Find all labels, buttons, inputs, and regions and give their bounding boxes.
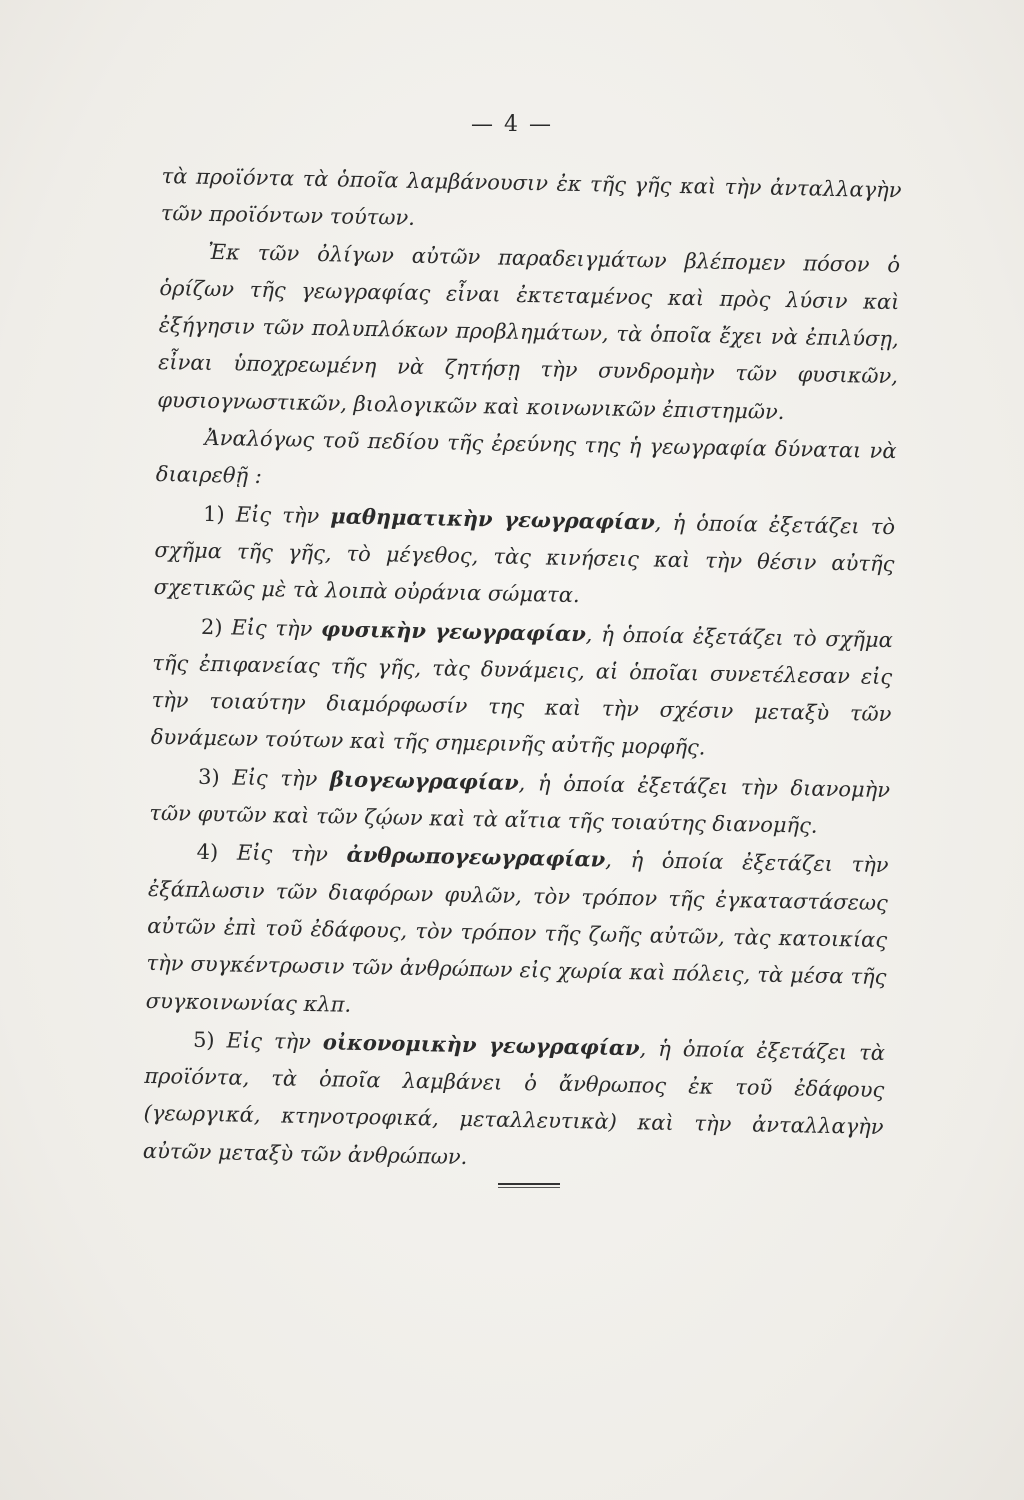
- paragraph-continuation: τὰ προϊόντα τὰ ὁποῖα λαμβάνουσιν ἐκ τῆς γῆς καὶ τὴν ἀνταλλαγὴν τῶν προϊόντων τούτων.: [160, 163, 902, 231]
- item-lead: Εἰς τὴν: [226, 1028, 312, 1054]
- item-term: ἀνθρωπογεωγραφίαν: [346, 842, 606, 872]
- item-description: , ἡ ὁποία ἐξετάζει τὴν ἐξάπλωσιν τῶν διαφόρων φυλῶν, τὸν τρόπον τῆς ἐγκαταστάσεως αὐτῶν ἐπὶ τοῦ ἐδάφους, τὸν τρόπον τῆς ζωῆς αὐτῶν, τὰς κατοικίας τὴν συγκέντρωσιν τῶν ἀνθρώπων εἰς χωρία καὶ πόλεις, τὰ μέσα τῆς συγκοινωνίας κλπ.: [145, 847, 889, 1017]
- item-description: , ἡ ὁποία ἐξετάζει τὰ προϊόντα, τὰ ὁποῖα λαμβάνει ὁ ἄνθρωπος ἐκ τοῦ ἐδάφους (γεωργικά, κτηνοτροφικά, μεταλλευτικὰ) καὶ τὴν ἀνταλλαγὴν αὐτῶν μεταξὺ τῶν ἀνθρώπων.: [142, 1036, 886, 1169]
- body-text: [143, 158, 902, 1184]
- list-item: [149, 757, 890, 847]
- item-number: 1): [202, 501, 225, 526]
- page-number: — 4 —: [471, 112, 553, 137]
- item-lead: Εἰς τὴν: [235, 502, 320, 528]
- item-description: , ἡ ὁποία ἐξετάζει τὸ σχῆμα τῆς γῆς, τὸ μέγεθος, τὰς κινήσεις καὶ τὴν θέσιν αὐτῆς σχετικῶς μὲ τὰ λοιπὰ οὐράνια σώματα.: [153, 510, 896, 608]
- item-term: φυσικὴν γεωγραφίαν: [320, 615, 587, 646]
- item-lead: Εἰς τὴν: [231, 614, 313, 641]
- list-item: [151, 606, 894, 770]
- item-number: 4): [196, 840, 219, 865]
- item-description: , ἡ ὁποία ἐξετάζει τὴν διανομὴν τῶν φυτῶν καὶ τῶν ζῴων καὶ τὰ αἴτια τῆς τοιαύτης διανομῆς.: [149, 770, 891, 838]
- item-number: 3): [197, 764, 220, 789]
- list-item: [145, 832, 888, 1034]
- paragraph-division: Ἀναλόγως τοῦ πεδίου τῆς ἐρεύνης της ἡ γεωγραφία δύναται νὰ διαιρεθῇ :: [155, 425, 897, 489]
- list-item: [153, 494, 895, 621]
- item-lead: Εἰς τὴν: [232, 765, 318, 791]
- item-term: βιογεωγραφίαν: [329, 766, 519, 795]
- item-number: 5): [192, 1027, 215, 1052]
- item-description: , ἡ ὁποία ἐξετάζει τὸ σχῆμα τῆς ἐπιφανείας τῆς γῆς, τὰς δυνάμεις, αἱ ὁποῖαι συνετέλεσαν εἰς τὴν τοιαύτην διαμόρφωσίν της καὶ τὴν σχέσιν μεταξὺ τῶν δυνάμεων τούτων καὶ τῆς σημερινῆς αὐτῆς μορφῆς.: [150, 621, 894, 760]
- end-rule: [498, 1183, 560, 1185]
- paragraph-examples: Ἐκ τῶν ὀλίγων αὐτῶν παραδειγμάτων βλέπομεν πόσον ὁ ὁρίζων τῆς γεωγραφίας εἶναι ἐκτεταμένος καὶ πρὸς λύσιν καὶ ἐξήγησιν τῶν πολυπλόκων προβλημάτων, τὰ ὁποῖα ἔχει νὰ ἐπιλύσῃ, εἶναι ὑποχρεωμένη νὰ ζητήσῃ τὴν συνδρομὴν τῶν φυσικῶν, φυσιογνωστικῶν, βιολογικῶν καὶ κοινωνικῶν ἐπιστημῶν.: [157, 239, 901, 424]
- item-lead: Εἰς τὴν: [236, 840, 329, 867]
- item-term: οἰκονομικὴν γεωγραφίαν: [322, 1029, 640, 1061]
- item-term: μαθηματικὴν γεωγραφίαν: [330, 502, 656, 535]
- list-item: [143, 1020, 886, 1184]
- end-rule-thin: [498, 1187, 560, 1188]
- item-number: 2): [200, 614, 223, 639]
